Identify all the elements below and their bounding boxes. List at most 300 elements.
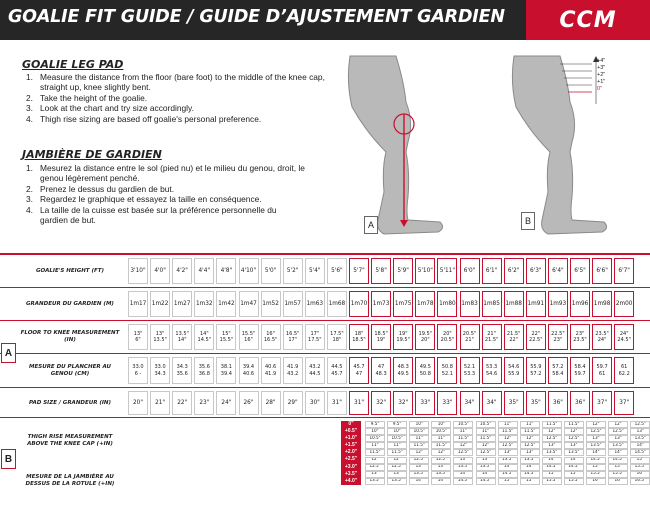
step-item xyxy=(26,184,306,194)
header-bar xyxy=(0,0,650,40)
cell-value: 39.4 xyxy=(242,364,255,371)
rise-cell xyxy=(520,478,540,485)
cell-value: 20" xyxy=(420,337,430,343)
cell-value: 11" xyxy=(504,421,512,427)
rise-increment: +2.5" xyxy=(344,456,358,463)
cell-value: 14" xyxy=(437,478,445,484)
rise-label: +3" xyxy=(597,65,606,71)
rise-cell xyxy=(409,471,429,478)
cell-value: 20.5" xyxy=(440,337,455,343)
cell-value: 13" xyxy=(133,330,143,337)
cell-value: 17" xyxy=(310,330,320,337)
cell-value: 6'6" xyxy=(596,266,608,275)
rise-cell xyxy=(431,464,451,471)
cell-value: 35.6 xyxy=(176,370,188,377)
diagram-label-a: A xyxy=(364,216,378,234)
cell-value: 43.2 xyxy=(309,364,321,371)
chart-cell xyxy=(371,357,391,384)
chart-cell xyxy=(150,357,170,384)
chart-cell xyxy=(614,357,634,384)
chart-cell xyxy=(460,391,480,415)
rise-cell xyxy=(564,457,584,464)
cell-value: 11.5" xyxy=(568,421,580,427)
rise-cell xyxy=(542,478,562,485)
cell-value: 15.5" xyxy=(568,478,580,484)
diagram-label-b: B xyxy=(521,212,535,230)
rise-cell xyxy=(476,471,496,478)
cell-value: 33.0 xyxy=(132,364,144,371)
chart-cell xyxy=(194,391,214,415)
chart-cell xyxy=(327,324,347,350)
cell-value: 4'10" xyxy=(240,266,257,275)
rise-increment: +3.5" xyxy=(344,470,358,477)
chart-cell xyxy=(393,291,413,317)
french-heading: JAMBIÈRE DE GARDIEN xyxy=(22,148,162,161)
cell-value: 11.5" xyxy=(391,449,403,455)
page-title: GOALIE FIT GUIDE / GUIDE D’AJUSTEMENT GARDIEN xyxy=(8,7,505,27)
chart-cell xyxy=(570,324,590,350)
cell-value: 13.5" xyxy=(479,464,492,470)
chart-cell xyxy=(460,357,480,384)
cell-value: 10.5" xyxy=(435,428,447,434)
rise-cell xyxy=(453,449,473,456)
cell-value: 13.5" xyxy=(634,435,646,441)
chart-cell xyxy=(614,291,634,317)
cell-value: 13" xyxy=(437,464,445,470)
chart-cell xyxy=(526,258,546,284)
rise-cell xyxy=(630,471,650,478)
chart-row-label: MESURE DU PLANCHER AU GENOU (CM) xyxy=(29,363,111,377)
rise-cell xyxy=(608,464,628,471)
rise-cell xyxy=(520,464,540,471)
rise-cell xyxy=(453,442,473,449)
cell-value: 21" xyxy=(465,337,474,343)
cell-value: 14.5" xyxy=(457,478,469,484)
cell-value: 1m17 xyxy=(129,299,147,308)
cell-value: 39.4 xyxy=(220,370,232,377)
chart-cell xyxy=(349,357,369,384)
chart-cell xyxy=(482,391,502,415)
cell-value: 11" xyxy=(393,442,401,448)
cell-value: 54.6 xyxy=(508,364,520,371)
cell-value: 34.3 xyxy=(154,370,166,377)
cell-value: 14.5" xyxy=(546,464,558,470)
cell-value: 19" xyxy=(398,330,408,337)
cell-value: 35.6 xyxy=(198,364,210,371)
english-steps xyxy=(26,72,326,124)
rise-label: +2" xyxy=(597,72,606,78)
step-number: 2. xyxy=(26,183,33,194)
cell-value: 58.4 xyxy=(574,364,586,371)
rise-cell xyxy=(453,428,473,435)
step-text: La taille de la cuisse est basée sur la préférence personnelle du gardien de but. xyxy=(40,204,277,226)
cell-value: 5'7" xyxy=(353,266,365,275)
chart-cell xyxy=(393,391,413,415)
cell-value: 14" xyxy=(614,449,622,455)
cell-value: 16.5" xyxy=(634,478,646,484)
cell-value: 10" xyxy=(371,428,379,434)
rise-cell xyxy=(586,457,606,464)
chart-cell xyxy=(172,391,192,415)
step-number: 4. xyxy=(26,204,33,215)
rise-increment: +2.0" xyxy=(344,449,358,456)
chart-cell xyxy=(327,391,347,415)
cell-value: 13.5" xyxy=(568,449,580,455)
chart-cell xyxy=(150,291,170,317)
chart-cell xyxy=(150,258,170,284)
cell-value: 59.7 xyxy=(596,364,608,371)
chart-cell xyxy=(482,324,502,350)
cell-value: 49.5 xyxy=(397,370,409,377)
rise-cell xyxy=(586,435,606,442)
cell-value: 16" xyxy=(592,478,600,484)
chart-cell xyxy=(548,258,568,284)
cell-value: 15.5" xyxy=(219,337,234,343)
cell-value: 11.5" xyxy=(546,421,558,427)
cell-value: 18" xyxy=(354,330,364,337)
step-text: Regardez le graphique et essayez la taille en conséquence. xyxy=(40,194,262,205)
step-number: 2. xyxy=(26,92,33,103)
step-number: 1. xyxy=(26,163,33,173)
chart-cell xyxy=(150,391,170,415)
cell-value: 14" xyxy=(177,337,187,343)
cell-value: 13.5" xyxy=(502,457,514,463)
cell-value: 13.5" xyxy=(457,464,469,470)
rise-label: +4" xyxy=(597,58,606,64)
rise-cell xyxy=(564,478,584,485)
cell-value: 14" xyxy=(481,471,490,477)
cell-value: 38.1 xyxy=(220,364,232,371)
cell-value: 14.5" xyxy=(590,457,602,463)
rise-cell xyxy=(387,442,407,449)
cell-value: 6" xyxy=(135,337,141,343)
cell-value: 21.5" xyxy=(506,330,521,337)
rise-increment: 0" xyxy=(348,421,354,427)
chart-cell xyxy=(128,258,148,284)
rise-cell xyxy=(476,464,496,471)
cell-value: 47 xyxy=(355,370,363,377)
cell-value: 1m68 xyxy=(328,299,346,308)
chart-row-label: GOALIE'S HEIGHT (FT) xyxy=(35,267,105,274)
rise-cell xyxy=(365,421,385,428)
cell-value: 1m42 xyxy=(218,299,235,308)
cell-value: 22.5" xyxy=(551,330,565,337)
cell-value: 4'2" xyxy=(176,266,188,275)
step-item xyxy=(26,194,306,204)
chart-cell xyxy=(305,258,325,284)
cell-value: 16" xyxy=(614,478,622,484)
cell-value: 52.1 xyxy=(463,364,476,371)
cell-value: 12" xyxy=(614,421,622,427)
chart-cell xyxy=(592,258,612,284)
rise-cell xyxy=(520,442,540,449)
chart-cell xyxy=(216,291,236,317)
cell-value: 20.5" xyxy=(462,330,477,337)
cell-value: 12.5" xyxy=(634,421,646,427)
cell-value: 36.8 xyxy=(198,370,210,377)
cell-value: 15" xyxy=(526,478,534,484)
cell-value: 12.5" xyxy=(435,457,447,463)
chart-row xyxy=(16,388,650,418)
rise-cell xyxy=(365,435,385,442)
chart-cell xyxy=(393,357,413,384)
step-number: 4. xyxy=(26,113,33,124)
cell-value: 52.1 xyxy=(441,370,453,377)
cell-value: 13" xyxy=(459,457,467,463)
cell-value: 61 xyxy=(620,364,628,371)
rise-cell xyxy=(476,435,496,442)
chart-cell xyxy=(194,258,214,284)
cell-value: 12" xyxy=(459,442,467,448)
cell-value: 12" xyxy=(548,428,556,434)
chart-cell xyxy=(415,357,435,384)
cell-value: 29" xyxy=(287,398,298,407)
row-divider xyxy=(0,353,650,354)
cell-value: 35" xyxy=(530,398,541,407)
cell-value: 12.5" xyxy=(391,464,403,470)
rise-cell xyxy=(608,421,628,428)
rise-cell xyxy=(409,464,429,471)
chart-cell xyxy=(415,258,435,284)
cell-value: 14.5" xyxy=(197,337,212,343)
cell-value: 12.5" xyxy=(612,428,624,434)
cell-value: 50.8 xyxy=(419,370,431,377)
cell-value: 12.5" xyxy=(502,442,514,448)
chart-cell xyxy=(415,324,435,350)
cell-value: 10" xyxy=(393,428,401,434)
cell-value: 6'1" xyxy=(485,266,498,275)
chart-cell xyxy=(283,357,303,384)
cell-value: 31" xyxy=(331,398,342,407)
cell-value: 11" xyxy=(459,428,467,434)
step-item xyxy=(26,72,326,93)
cell-value: 14" xyxy=(526,464,534,470)
cell-value: 15.5" xyxy=(590,471,602,477)
chart-cell xyxy=(283,258,303,284)
chart-cell xyxy=(261,357,281,384)
chart-cell xyxy=(239,324,259,350)
rise-cell xyxy=(586,464,606,471)
rise-cell xyxy=(520,457,540,464)
cell-value: 1m98 xyxy=(593,299,611,308)
cell-value: 58.4 xyxy=(552,370,564,377)
cell-value: 3'10" xyxy=(130,266,146,275)
chart-cell xyxy=(526,291,546,317)
cell-value: 1m83 xyxy=(461,299,478,308)
cell-value: 10.5" xyxy=(457,421,469,427)
cell-value: 13" xyxy=(415,464,423,470)
chart-cell xyxy=(305,324,325,350)
cell-value: 57.2 xyxy=(552,364,564,371)
rise-cell xyxy=(387,478,407,485)
cell-value: 10.5" xyxy=(391,435,403,441)
rise-cell xyxy=(431,457,451,464)
chart-cell xyxy=(504,258,524,284)
leg-diagram-b xyxy=(500,52,640,237)
cell-value: 12.5" xyxy=(568,435,580,441)
rise-cell xyxy=(542,464,562,471)
chart-cell xyxy=(150,324,170,350)
chart-row-label: MESURE DE LA JAMBIÈRE AU DESSUS DE LA ROTULE (+IN) xyxy=(25,474,115,487)
cell-value: 17.5" xyxy=(308,337,322,343)
chart-cell xyxy=(437,258,457,284)
cell-value: 6'4" xyxy=(552,266,564,275)
chart-cell xyxy=(460,291,480,317)
rise-cell xyxy=(608,457,628,464)
chart-cell xyxy=(460,258,480,284)
chart-cell xyxy=(349,258,369,284)
cell-value: 33.0 xyxy=(154,364,166,371)
cell-value: 24" xyxy=(597,337,607,343)
cell-value: 54.6 xyxy=(485,370,498,377)
chart-cell xyxy=(261,324,281,350)
chart-cell xyxy=(349,291,369,317)
rise-cell xyxy=(520,435,540,442)
rise-cell xyxy=(608,471,628,478)
cell-value: 13.5" xyxy=(175,330,189,337)
rise-cell xyxy=(453,471,473,478)
cell-value: 13.5" xyxy=(612,442,624,448)
brand-text: CCM xyxy=(559,7,617,33)
cell-value: 13.5" xyxy=(435,471,447,477)
chart-cell xyxy=(128,391,148,415)
step-item xyxy=(26,93,326,103)
cell-value: 13.5" xyxy=(546,449,558,455)
rise-cell xyxy=(498,435,518,442)
rise-cell xyxy=(520,471,540,478)
rise-scale-labels xyxy=(597,58,605,93)
cell-value: 55.9 xyxy=(508,370,520,377)
cell-value: 12.5" xyxy=(457,449,469,455)
chart-cell xyxy=(437,291,457,317)
chart-cell xyxy=(283,291,303,317)
cell-value: 1m27 xyxy=(173,299,191,308)
chart-cell xyxy=(283,391,303,415)
cell-value: 17.5" xyxy=(330,330,344,337)
chart-cell xyxy=(415,291,435,317)
chart-cell xyxy=(482,357,502,384)
chart-cell xyxy=(305,391,325,415)
cell-value: 1m32 xyxy=(196,299,213,308)
cell-value: 62.2 xyxy=(618,370,630,377)
chart-cell xyxy=(261,258,281,284)
cell-value: 1m70 xyxy=(350,299,368,308)
step-text: Look at the chart and try size accordingly. xyxy=(40,103,194,114)
cell-value: 23.5" xyxy=(573,337,587,343)
cell-value: 5'9" xyxy=(397,266,409,275)
cell-value: 9.5" xyxy=(392,421,402,427)
rise-cell xyxy=(520,428,540,435)
cell-value: 11.5" xyxy=(457,435,469,441)
cell-value: 17" xyxy=(288,337,298,343)
rise-cell xyxy=(453,457,473,464)
cell-value: 16" xyxy=(266,330,275,337)
ccm-logo xyxy=(526,0,650,40)
cell-value: 1m78 xyxy=(417,299,434,308)
cell-value: 5'8" xyxy=(375,266,387,275)
rise-cell xyxy=(387,449,407,456)
rise-cell xyxy=(630,435,650,442)
cell-value: 12" xyxy=(570,428,578,434)
chart-cell xyxy=(128,291,148,317)
chart-cell xyxy=(128,324,148,350)
rise-cell xyxy=(630,421,650,428)
cell-value: 23.5" xyxy=(595,330,609,337)
step-text: Thigh rise sizing are based off goalie's personal preference. xyxy=(40,113,262,124)
rise-cell xyxy=(630,457,650,464)
step-item xyxy=(26,205,306,226)
rise-cell xyxy=(476,421,496,428)
rise-cell xyxy=(564,435,584,442)
rise-cell xyxy=(431,428,451,435)
chart-cell xyxy=(261,291,281,317)
rise-cell xyxy=(476,478,496,485)
rise-cell xyxy=(520,421,540,428)
cell-value: 12.5" xyxy=(524,442,536,448)
rise-cell xyxy=(387,428,407,435)
cell-value: 53.3 xyxy=(463,370,476,377)
rise-cell xyxy=(498,457,518,464)
cell-value: 4'8" xyxy=(220,266,233,275)
cell-value: 1m22 xyxy=(151,299,169,308)
rise-cell xyxy=(431,435,451,442)
cell-value: 16.5" xyxy=(263,337,278,343)
row-divider xyxy=(0,417,650,418)
leg-diagram-a xyxy=(336,52,476,237)
cell-value: 14.5" xyxy=(634,449,646,455)
cell-value: 15" xyxy=(222,330,231,337)
cell-value: 11.5" xyxy=(369,449,381,455)
rise-cell xyxy=(586,442,606,449)
cell-value: 24" xyxy=(619,330,629,337)
cell-value: 11.5" xyxy=(502,428,514,434)
chart-cell xyxy=(194,357,214,384)
cell-value: 11" xyxy=(481,428,490,434)
rise-cell xyxy=(586,478,606,485)
cell-value: 15" xyxy=(636,457,644,463)
cell-value: 44.5 xyxy=(309,370,321,377)
chart-cell xyxy=(283,324,303,350)
cell-value: 40.6 xyxy=(242,370,255,377)
chart-row-label: PAD SIZE / GRANDEUR (IN) xyxy=(28,399,112,406)
cell-value: 47 xyxy=(377,364,385,371)
cell-value: 5'0" xyxy=(264,266,277,275)
cell-value: 6'3" xyxy=(530,266,542,275)
rise-cell xyxy=(630,442,650,449)
rise-cell xyxy=(476,428,496,435)
chart-cell xyxy=(548,324,568,350)
chart-cell xyxy=(548,291,568,317)
cell-value: 2m00 xyxy=(615,299,633,308)
chart-cell xyxy=(261,391,281,415)
cell-value: 5'4" xyxy=(309,266,321,275)
cell-value: 19" xyxy=(376,337,386,343)
rise-cell xyxy=(387,471,407,478)
cell-value: 44.5 xyxy=(331,364,343,371)
rise-cell xyxy=(387,435,407,442)
cell-value: 4'0" xyxy=(154,266,166,275)
rise-cell xyxy=(365,478,385,485)
cell-value: 15.5" xyxy=(634,464,646,470)
cell-value: 36" xyxy=(575,398,585,407)
rise-cell xyxy=(476,457,496,464)
cell-value: 5'6" xyxy=(331,266,343,275)
cell-value: 10" xyxy=(437,421,445,427)
rise-cell xyxy=(431,442,451,449)
rise-cell xyxy=(431,421,451,428)
rise-cell xyxy=(564,421,584,428)
cell-value: 20" xyxy=(443,330,452,337)
